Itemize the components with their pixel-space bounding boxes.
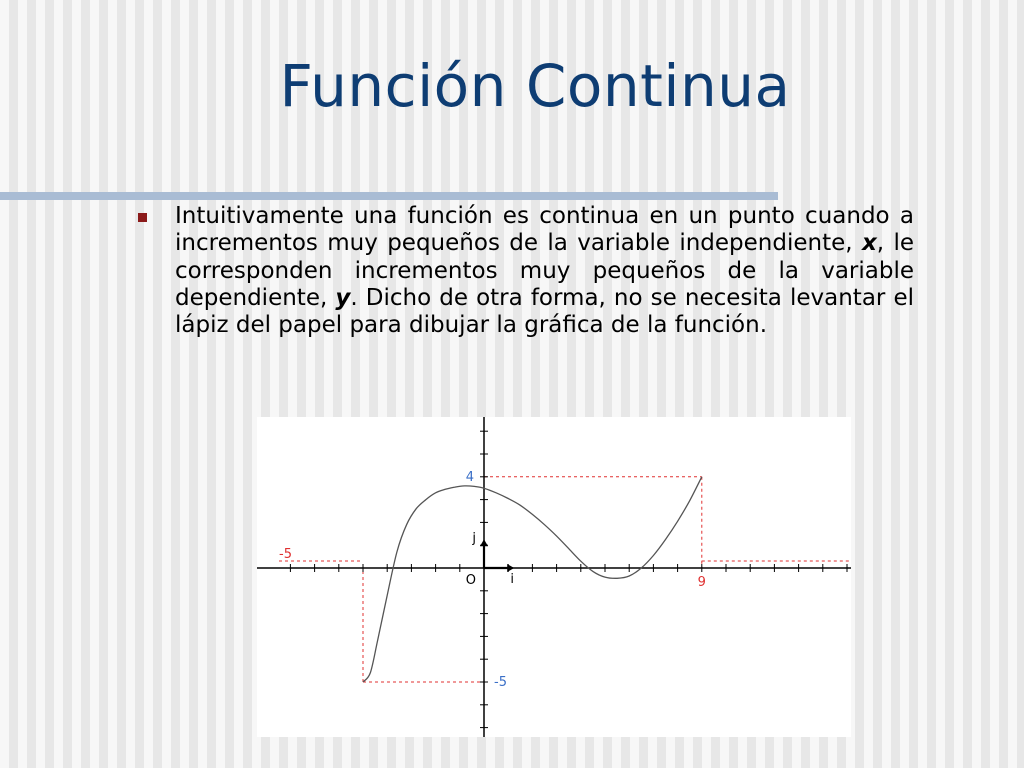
unit-j-label: j (472, 531, 476, 547)
y-label-top: 4 (465, 469, 474, 485)
bullet-text-part3: . Dicho de otra forma, no se necesita levantar el lápiz del papel para dibujar la gráfica de la función. (175, 284, 914, 339)
unit-i-label: i (510, 572, 515, 587)
x-label-left: -5 (279, 547, 292, 562)
title-divider (0, 192, 778, 200)
origin-label: O (465, 573, 476, 588)
bullet-text-part2: , le corresponden incrementos muy pequeños de la variable dependiente, (175, 230, 914, 311)
y-label-bottom: -5 (494, 675, 507, 690)
slide-title: Función Continua (279, 52, 791, 120)
variable-x: x (861, 230, 877, 257)
bullet-text-part1: Intuitivamente una función es continua en un punto cuando a incrementos muy pequeños de la variable independiente, (175, 203, 914, 257)
bullet-text (175, 203, 914, 339)
square-bullet-icon (138, 213, 147, 222)
function-graph (257, 417, 851, 737)
x-label-right: 9 (697, 575, 706, 590)
function-curve (363, 477, 702, 682)
bullet-item (138, 203, 914, 339)
variable-y: y (335, 284, 351, 311)
graph-canvas (257, 417, 851, 737)
